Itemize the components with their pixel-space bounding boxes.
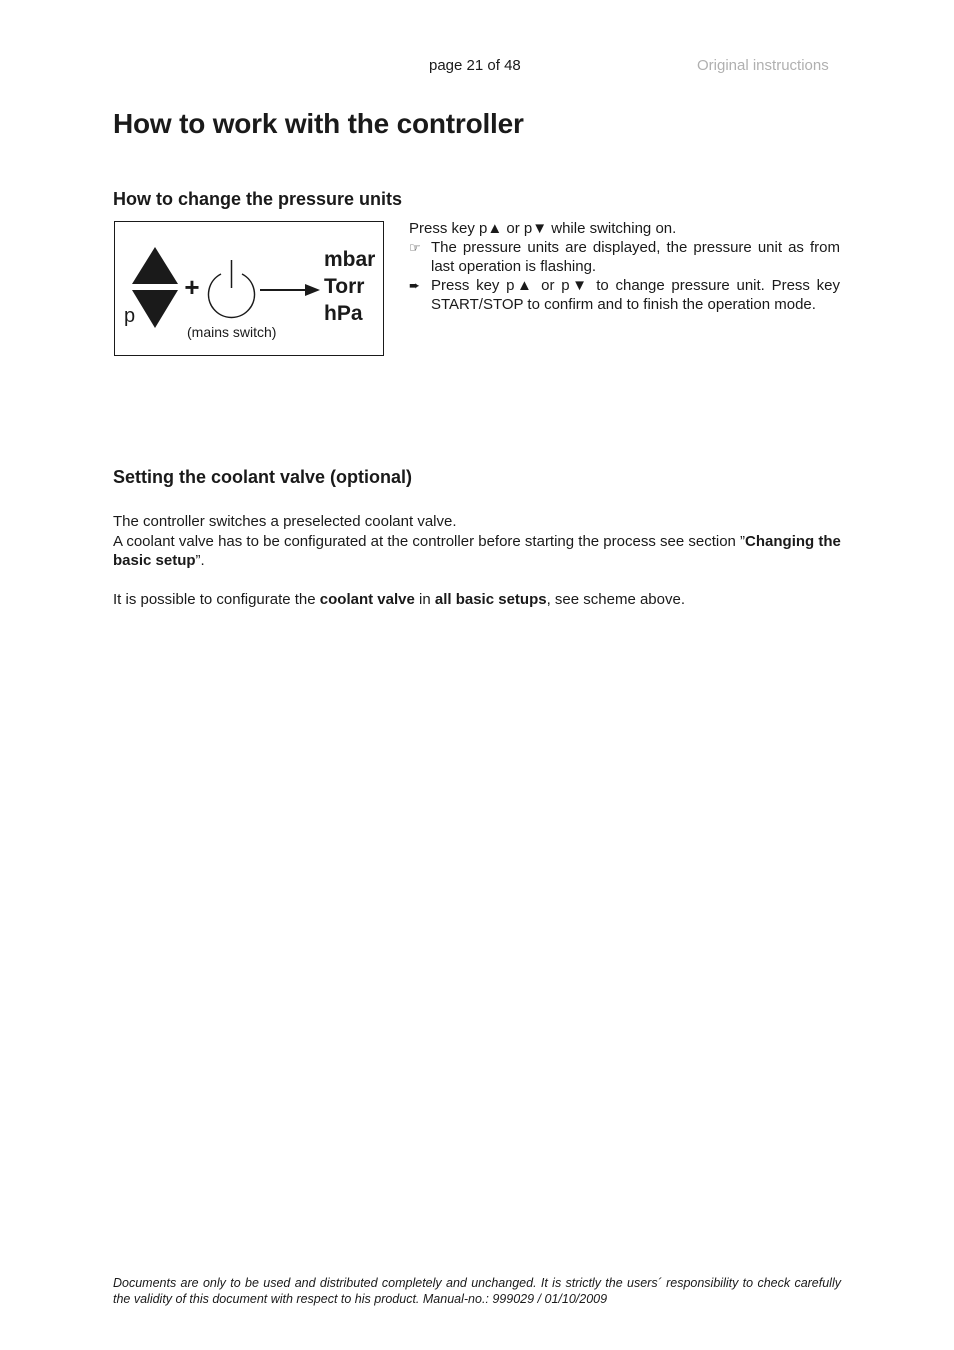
pressure-units-instructions bbox=[409, 219, 840, 314]
instruction-action-text: Press key p▲ or p▼ to change pressure unit. Press key START/STOP to confirm and to finish the operation mode. bbox=[431, 277, 840, 313]
coolant-valve-text bbox=[113, 512, 841, 609]
coolant-line-3-pre: It is possible to configurate the bbox=[113, 590, 320, 608]
pressure-units-diagram bbox=[114, 221, 384, 356]
coolant-line-3 bbox=[113, 590, 841, 610]
instruction-intro: Press key p▲ or p▼ while switching on. bbox=[409, 220, 677, 237]
mains-switch-caption: (mains switch) bbox=[187, 324, 277, 340]
key-label-p: p bbox=[124, 305, 136, 327]
coolant-line-3-mid: in bbox=[414, 590, 435, 608]
footer-disclaimer: Documents are only to be used and distributed completely and unchanged. It is strictly the users´ responsibility to check carefully the validity of this document with respect to his product. Manual-no.: 999029 / 01/10/2009 bbox=[113, 1276, 841, 1306]
arrow-up-key-icon bbox=[132, 247, 178, 284]
section-heading-coolant-valve: Setting the coolant valve (optional) bbox=[113, 467, 413, 487]
unit-label-mbar: mbar bbox=[324, 248, 376, 271]
page-number: page 21 of 48 bbox=[429, 57, 521, 74]
all-basic-setups-term: all basic setups bbox=[434, 590, 547, 608]
arrow-down-key-icon bbox=[132, 290, 178, 328]
instruction-action bbox=[409, 276, 840, 314]
coolant-line-2-pre: A coolant valve has to be configurated at the controller before starting the process see section ” bbox=[113, 532, 746, 550]
arrow-right-head bbox=[305, 284, 320, 296]
coolant-valve-term: coolant valve bbox=[319, 590, 415, 608]
coolant-line-1: The controller switches a preselected coolant valve. bbox=[113, 513, 457, 530]
arrow-action-icon: ➨ bbox=[409, 278, 420, 293]
section-reference: Changing the basic setup bbox=[113, 532, 841, 569]
instruction-result-text: The pressure units are displayed, the pressure unit as from last operation is flashing. bbox=[431, 239, 840, 275]
document-type-label: Original instructions bbox=[697, 57, 829, 74]
unit-label-hpa: hPa bbox=[324, 302, 363, 325]
instruction-result bbox=[409, 238, 840, 276]
coolant-line-2 bbox=[113, 532, 841, 571]
section-heading-pressure-units: How to change the pressure units bbox=[113, 189, 403, 209]
page-title: How to work with the controller bbox=[113, 108, 524, 139]
unit-label-torr: Torr bbox=[324, 275, 365, 298]
coolant-line-2-post: ”. bbox=[195, 552, 205, 569]
coolant-line-3-post: , see scheme above. bbox=[546, 590, 685, 608]
paragraph-gap bbox=[113, 571, 841, 590]
hand-pointer-icon: ☞ bbox=[409, 240, 421, 255]
plus-sign: + bbox=[184, 272, 200, 302]
